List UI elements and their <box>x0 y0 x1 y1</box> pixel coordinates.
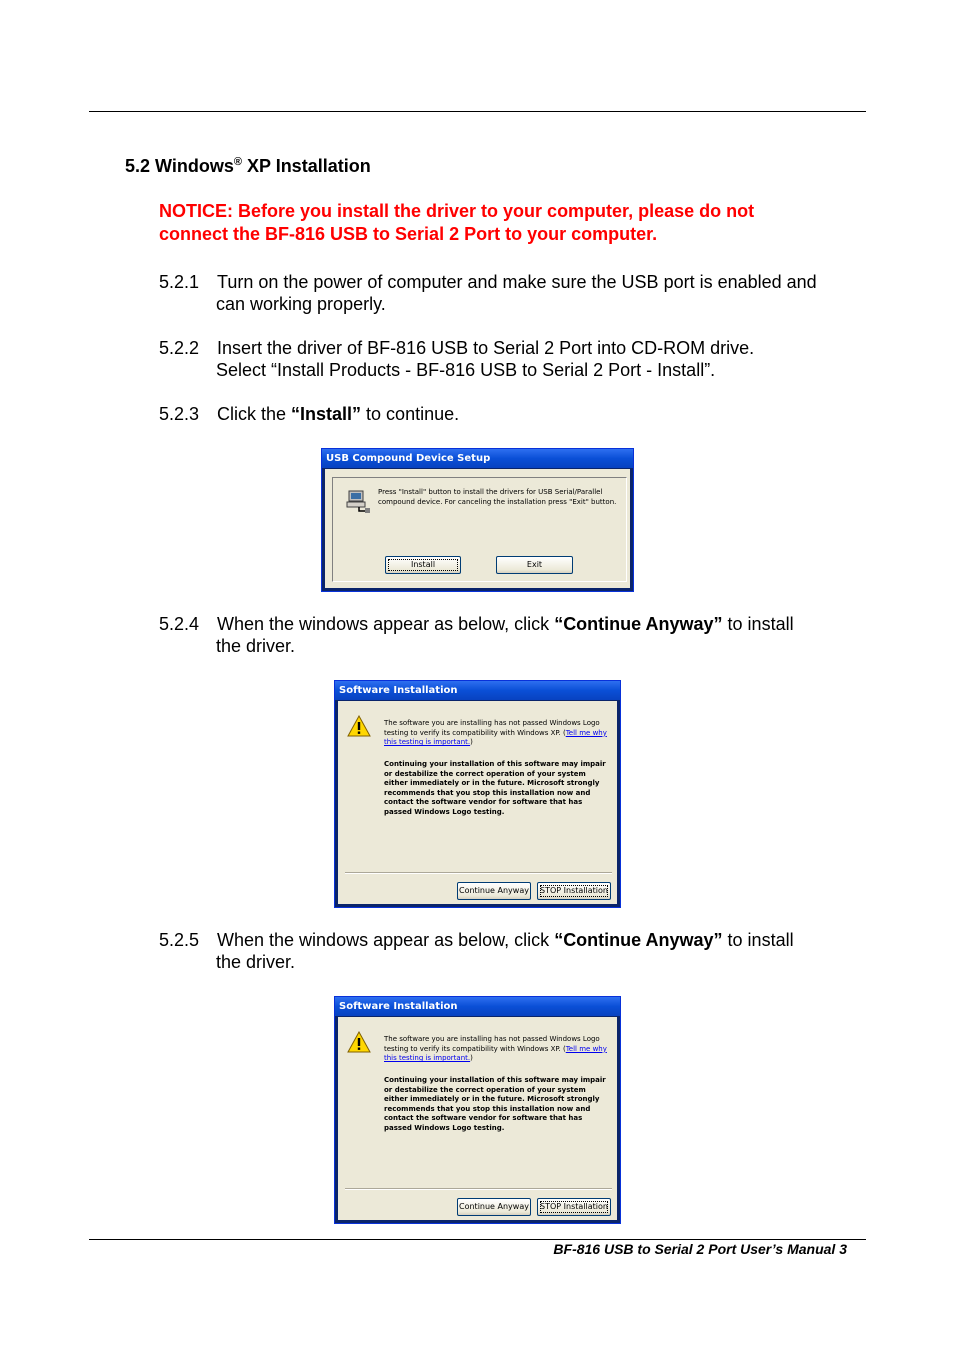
continue-anyway-button-1[interactable]: Continue Anyway <box>457 882 531 900</box>
software-install-dialog-1 <box>334 680 621 908</box>
warning-icon <box>347 1031 371 1058</box>
usb-setup-title: USB Compound Device Setup <box>322 449 633 468</box>
usb-setup-message: Press "Install" button to install the drivers for USB Serial/Parallel compound device. For canceling the installation press "Exit" button. <box>378 488 617 506</box>
bottom-rule <box>89 1239 866 1240</box>
software-install-dialog-2 <box>334 996 621 1224</box>
page-footer: BF-816 USB to Serial 2 Port User’s Manual 3 <box>553 1241 847 1257</box>
warning-message-1: Continuing your installation of this software may impair or destabilize the correct operation of your system either immediately or in the future. Microsoft strongly recommends that you stop this installation now and contact the software vendor for software that has passed Windows Logo testing. <box>384 760 606 816</box>
compat-message-2: The software you are installing has not passed Windows Logo testing to verify its compatibility with Windows XP. (Tell me why this testing is important.) <box>384 1035 607 1062</box>
install-button[interactable]: Install <box>385 556 461 574</box>
compat-message-1: The software you are installing has not passed Windows Logo testing to verify its compatibility with Windows XP. (Tell me why this testing is important.) <box>384 719 607 746</box>
software-install-client-2 <box>338 1017 617 1220</box>
warning-icon <box>347 715 371 742</box>
testing-important-link[interactable]: this testing is important. <box>384 738 471 746</box>
software-install-client-1 <box>338 701 617 904</box>
notice-text: NOTICE: Before you install the driver to your computer, please do not connect the BF-816 USB to Serial 2 Port to your computer. <box>159 201 755 244</box>
dialog-separator-1 <box>345 872 612 874</box>
stop-installation-button-1[interactable]: STOP Installation <box>537 882 611 900</box>
usb-setup-client <box>325 469 630 588</box>
usb-setup-dialog <box>321 448 634 592</box>
stop-installation-button-2[interactable]: STOP Installation <box>537 1198 611 1216</box>
testing-important-link[interactable]: this testing is important. <box>384 1054 471 1062</box>
top-rule <box>89 111 866 112</box>
warning-message-2: Continuing your installation of this software may impair or destabilize the correct operation of your system either immediately or in the future. Microsoft strongly recommends that you stop this installation now and contact the software vendor for software that has passed Windows Logo testing. <box>384 1076 606 1132</box>
exit-button[interactable]: Exit <box>496 556 573 574</box>
tell-me-why-link[interactable]: Tell me why <box>565 1044 607 1053</box>
section-heading: 5.2 Windows® XP Installation <box>125 156 371 176</box>
usb-device-icon <box>345 487 371 518</box>
software-install-title-1: Software Installation <box>335 681 620 700</box>
software-install-title-2: Software Installation <box>335 997 620 1016</box>
dialog-separator-2 <box>345 1188 612 1190</box>
tell-me-why-link[interactable]: Tell me why <box>565 728 607 737</box>
continue-anyway-button-2[interactable]: Continue Anyway <box>457 1198 531 1216</box>
